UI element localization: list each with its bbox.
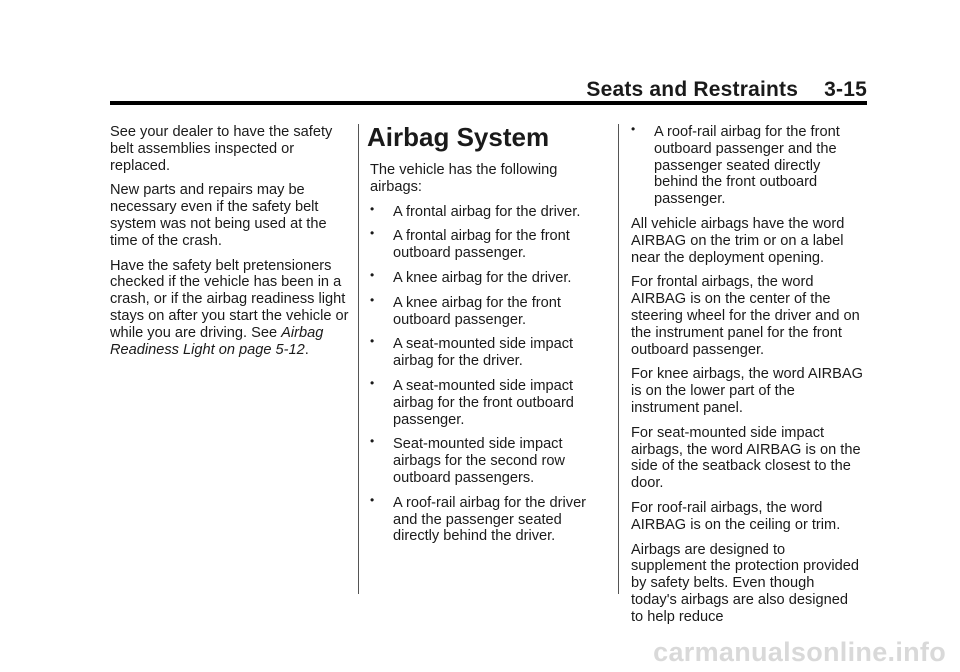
cross-reference-link[interactable]: Airbag Readiness Light on page 5-12 <box>110 324 324 358</box>
list-item: • A frontal airbag for the front outboard passenger. <box>370 228 595 262</box>
paragraph: Airbags are designed to supplement the protection provided by safety belts. Even though today's airbags are also designed to help reduce <box>631 541 859 625</box>
list-item: • A roof-rail airbag for the driver and the passenger seated directly behind the driver. <box>370 495 595 545</box>
list-item: • A seat-mounted side impact airbag for the driver. <box>370 336 595 370</box>
list-item: • A knee airbag for the front outboard passenger. <box>370 295 595 329</box>
list-item: • A roof-rail airbag for the front outboard passenger and the passenger seated directly behind the front outboard passenger. <box>631 124 864 208</box>
column-divider <box>358 124 359 594</box>
paragraph: For seat-mounted side impact airbags, the word AIRBAG is on the side of the seatback closest to the door. <box>631 424 861 492</box>
paragraph-end: . <box>304 341 309 358</box>
column-3 <box>631 124 864 634</box>
paragraph-text: Have the safety belt pretensioners checked if the vehicle has been in a crash, or if the airbag readiness light stays on after you start the vehicle or while you are driving. See <box>110 257 349 341</box>
paragraph: For frontal airbags, the word AIRBAG is on the center of the steering wheel for the driver and on the instrument panel for the front outboard passenger. <box>631 274 860 358</box>
list-item: • A frontal airbag for the driver. <box>370 204 595 221</box>
paragraph: New parts and repairs may be necessary even if the safety belt system was not being used at the time of the crash. <box>110 182 327 249</box>
page-number: 3-15 <box>824 78 867 101</box>
paragraph: All vehicle airbags have the word AIRBAG on the trim or on a label near the deployment opening. <box>631 215 845 266</box>
column-1 <box>110 124 350 366</box>
paragraph: For roof-rail airbags, the word AIRBAG is on the ceiling or trim. <box>631 499 841 533</box>
list-item: • Seat-mounted side impact airbags for the second row outboard passengers. <box>370 436 595 486</box>
paragraph: See your dealer to have the safety belt assemblies inspected or replaced. <box>110 124 333 174</box>
column-2 <box>367 122 595 553</box>
watermark: carmanualsonline.info <box>653 637 946 667</box>
paragraph <box>110 258 350 359</box>
section-heading: Airbag System <box>367 122 550 152</box>
airbag-list-continued <box>631 124 864 208</box>
airbag-list <box>370 204 595 546</box>
paragraph: For knee airbags, the word AIRBAG is on the lower part of the instrument panel. <box>631 366 863 416</box>
column-divider <box>618 124 619 594</box>
list-item: • A seat-mounted side impact airbag for the front outboard passenger. <box>370 378 595 428</box>
header-rule <box>110 101 867 105</box>
list-item: • A knee airbag for the driver. <box>370 270 595 287</box>
section-title: Seats and Restraints <box>586 78 799 101</box>
page-header <box>110 78 867 102</box>
intro-paragraph: The vehicle has the following airbags: <box>370 162 558 195</box>
